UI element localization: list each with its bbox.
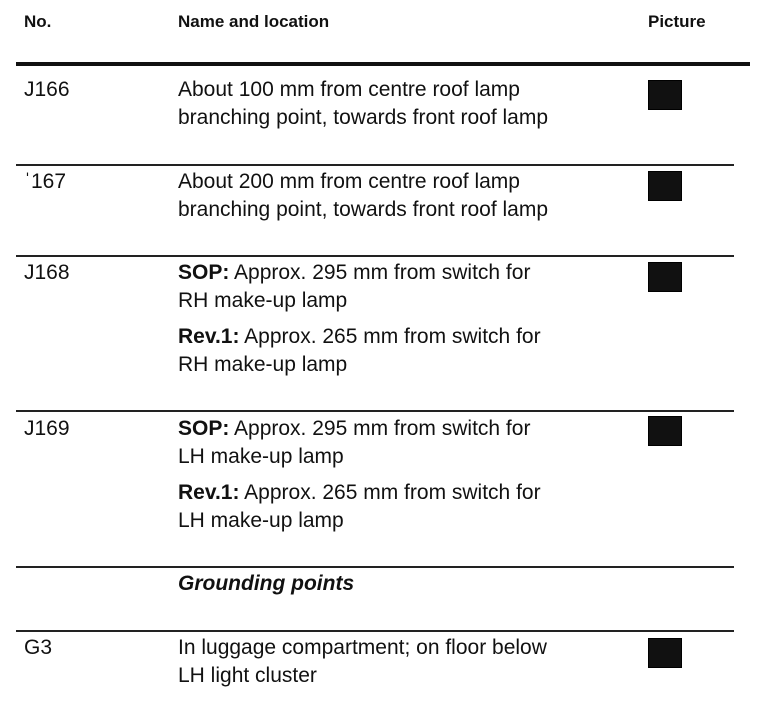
picture-thumbnail[interactable] [648, 171, 682, 201]
picture-thumbnail[interactable] [648, 80, 682, 110]
sop-label: SOP: [178, 261, 230, 284]
description-line: About 200 mm from centre roof lamp [178, 170, 520, 193]
note-text: RH make-up lamp [178, 353, 348, 376]
sop-note [178, 415, 638, 471]
row-description [178, 259, 638, 379]
section-title: Grounding points [178, 572, 355, 595]
note-text: LH make-up lamp [178, 509, 344, 532]
column-header-name-location: Name and location [178, 12, 330, 31]
description-line: In luggage compartment; on floor below [178, 636, 547, 659]
row-number: J166 [24, 78, 70, 101]
note-text: Approx. 265 mm from switch for [239, 481, 541, 504]
row-description [178, 415, 638, 535]
row-number: ˈ167 [24, 170, 67, 193]
row-divider [16, 630, 734, 632]
description-line: LH light cluster [178, 664, 317, 687]
row-divider [16, 566, 734, 568]
picture-thumbnail[interactable] [648, 638, 682, 668]
note-text: Approx. 295 mm from switch for [229, 261, 531, 284]
note-text: Approx. 265 mm from switch for [239, 325, 541, 348]
row-description [178, 168, 638, 224]
description-line: branching point, towards front roof lamp [178, 106, 549, 129]
description-line: branching point, towards front roof lamp [178, 198, 549, 221]
sop-label: SOP: [178, 417, 230, 440]
note-text: LH make-up lamp [178, 445, 344, 468]
header-rule [16, 62, 750, 66]
note-text: Approx. 295 mm from switch for [229, 417, 531, 440]
column-header-no: No. [24, 12, 52, 31]
row-description [178, 634, 638, 690]
column-header-picture: Picture [648, 12, 706, 31]
rev-label: Rev.1: [178, 481, 240, 504]
row-description [178, 76, 638, 132]
row-number: J169 [24, 417, 70, 440]
sop-note [178, 259, 638, 315]
rev-label: Rev.1: [178, 325, 240, 348]
picture-thumbnail[interactable] [648, 262, 682, 292]
description-line: About 100 mm from centre roof lamp [178, 78, 520, 101]
note-text: RH make-up lamp [178, 289, 348, 312]
revision-note [178, 323, 638, 379]
revision-note [178, 479, 638, 535]
row-divider [16, 410, 734, 412]
row-number: J168 [24, 261, 70, 284]
row-divider [16, 255, 734, 257]
picture-thumbnail[interactable] [648, 416, 682, 446]
row-divider [16, 164, 734, 166]
row-number: G3 [24, 636, 53, 659]
